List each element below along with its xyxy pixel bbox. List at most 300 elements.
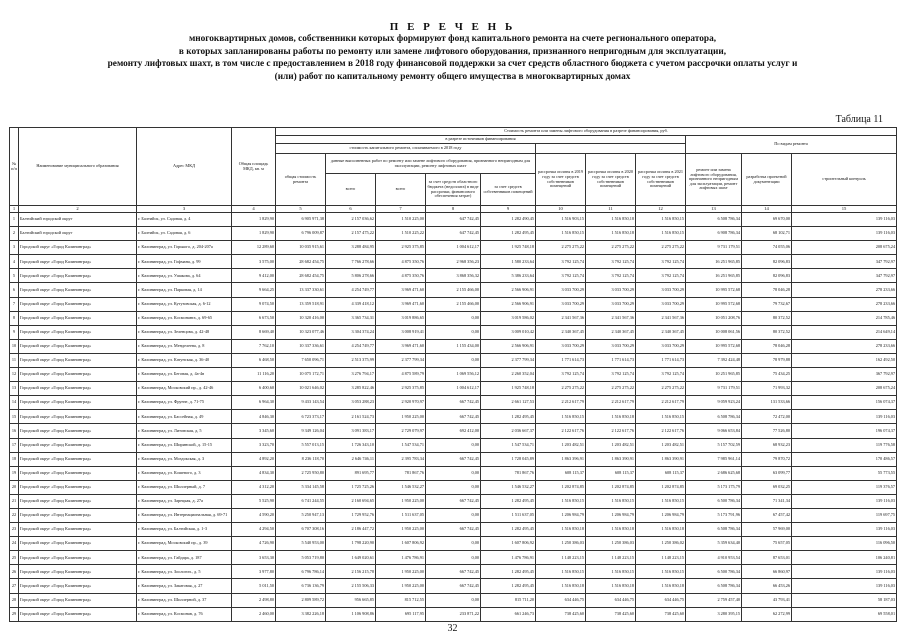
area-cell: 9 664,25 xyxy=(232,283,276,297)
owners-cell: 1 282 495,45 xyxy=(481,410,536,424)
row-number: 10 xyxy=(10,339,19,353)
current-total-cell: 1 547 534,71 xyxy=(376,438,426,452)
owners-cell: 3 009 010,42 xyxy=(481,325,536,339)
design-cell: 78 046,28 xyxy=(742,283,792,297)
header-owners: за счет средств собственников помещений xyxy=(481,174,536,206)
total-2018-cell: 891 695,77 xyxy=(326,466,376,480)
total-2018-cell: 1 725 725,26 xyxy=(326,480,376,494)
header-by-source: в разрезе источников финансирования xyxy=(276,136,686,144)
current-total-cell: 2 377 799,34 xyxy=(376,353,426,367)
regional-cell: 0,00 xyxy=(426,508,481,522)
installment-2020-cell: 3 033 700,29 xyxy=(586,297,636,311)
table-row xyxy=(10,424,897,438)
regional-cell: 692 412,00 xyxy=(426,424,481,438)
total-2018-cell: 4 254 749,77 xyxy=(326,283,376,297)
total-cost-cell: 5 053 719,80 xyxy=(276,551,326,565)
installment-2019-cell: 1 250 386,03 xyxy=(536,537,586,551)
installment-2021-cell: 738 425,60 xyxy=(636,607,686,621)
total-2018-cell: 3 365 734,31 xyxy=(326,311,376,325)
area-cell: 6 400,60 xyxy=(232,382,276,396)
elevator-cell: 6 508 786,34 xyxy=(686,579,742,593)
installment-2019-cell: 1 863 396,91 xyxy=(536,452,586,466)
owners-cell: 1 580 233,64 xyxy=(481,255,536,269)
installment-2019-cell: 1 148 223,15 xyxy=(536,551,586,565)
current-total-cell: 1 950 225,00 xyxy=(376,565,426,579)
design-cell: 80 372,52 xyxy=(742,325,792,339)
table-row xyxy=(10,353,897,367)
row-number: 18 xyxy=(10,452,19,466)
elevator-cell: 5 173 175,79 xyxy=(686,480,742,494)
control-cell: 139 116,03 xyxy=(792,494,897,508)
address-cell: г. Калининград, ул. Ширинской, д. 15-15 xyxy=(137,438,232,452)
regional-cell: 0,00 xyxy=(426,551,481,565)
area-cell: 1 829,90 xyxy=(232,213,276,227)
control-cell: 196 074,37 xyxy=(792,424,897,438)
column-number: 7 xyxy=(376,206,426,213)
design-cell: 74 055,06 xyxy=(742,241,792,255)
installment-2019-cell: 1 202 874,85 xyxy=(536,480,586,494)
design-cell: 43 793,41 xyxy=(742,593,792,607)
row-number: 29 xyxy=(10,607,19,621)
installment-2021-cell: 3 033 700,29 xyxy=(636,283,686,297)
owners-cell: 1 925 748,18 xyxy=(481,241,536,255)
design-cell: 62 272,99 xyxy=(742,607,792,621)
installment-2019-cell: 3 033 700,29 xyxy=(536,339,586,353)
header-elevator: ремонт или замена лифтового оборудования, признанного непригодным для эксплуатации, ремонт лифтовых шахт xyxy=(686,154,742,206)
address-cell: г. Калининград, ул. Бассейная, д. 49 xyxy=(137,410,232,424)
area-cell: 11 116,20 xyxy=(232,368,276,382)
subtitle-line: ремонту лифтовых шахт, в том числе с предоставлением в 2018 году финансовой поддержки за счет средств областного бюджета с учетом рассрочки оплаты услуг и xyxy=(107,59,798,69)
municipality-cell: Балтийский городской округ xyxy=(19,227,137,241)
total-2018-cell: 5 806 278,66 xyxy=(326,269,376,283)
installment-2021-cell: 1 250 386,02 xyxy=(636,537,686,551)
control-cell: 208 675,24 xyxy=(792,241,897,255)
installment-2021-cell: 1 516 850,15 xyxy=(636,213,686,227)
area-cell: 4 312,20 xyxy=(232,480,276,494)
installment-2021-cell: 1 771 614,73 xyxy=(636,353,686,367)
current-total-cell: 4 875 350,76 xyxy=(376,269,426,283)
design-cell: 78 979,88 xyxy=(742,353,792,367)
elevator-cell: 5 157 702,59 xyxy=(686,438,742,452)
owners-cell: 1 282 495,45 xyxy=(481,565,536,579)
total-cost-cell: 6 905 971,38 xyxy=(276,213,326,227)
header-total-2018: стоимость капитального ремонта, оплачиваемого в 2018 году xyxy=(276,144,536,154)
installment-2021-cell: 3 033 700,29 xyxy=(636,297,686,311)
municipality-cell: Городской округ «Город Калининград» xyxy=(19,438,137,452)
area-cell: 3 977,80 xyxy=(232,565,276,579)
design-cell: 68 102,71 xyxy=(742,227,792,241)
table-row xyxy=(10,283,897,297)
control-cell: 278 233,66 xyxy=(792,339,897,353)
installment-2021-cell: 1 202 874,85 xyxy=(636,480,686,494)
design-cell: 66 453,26 xyxy=(742,579,792,593)
table-row xyxy=(10,565,897,579)
address-cell: г. Калининград, ул. Горького, д. 204-207а xyxy=(137,241,232,255)
installment-2019-cell: 3 792 125,74 xyxy=(536,269,586,283)
current-total-cell: 2 920 970,97 xyxy=(376,396,426,410)
address-cell: г. Калининград, ул. Зеленцова, д. 42-48 xyxy=(137,325,232,339)
regional-cell: 2 155 466,00 xyxy=(426,297,481,311)
installment-2020-cell: 1 148 223,15 xyxy=(586,551,636,565)
total-cost-cell: 10 075 172,71 xyxy=(276,368,326,382)
control-cell: 119 697,75 xyxy=(792,508,897,522)
table-row xyxy=(10,607,897,621)
area-cell: 3 323,70 xyxy=(232,438,276,452)
elevator-cell: 3 280 395,15 xyxy=(686,607,742,621)
regional-cell: 1 004 612,17 xyxy=(426,241,481,255)
installment-2019-cell: 2 212 617,79 xyxy=(536,396,586,410)
total-cost-cell: 2 725 950,80 xyxy=(276,466,326,480)
elevator-cell: 9 731 179,51 xyxy=(686,382,742,396)
current-total-cell: 815 712,55 xyxy=(376,593,426,607)
total-2018-cell: 2 186 447,72 xyxy=(326,523,376,537)
control-cell: 116 096,50 xyxy=(792,537,897,551)
area-cell: 1 829,90 xyxy=(232,227,276,241)
total-cost-cell: 28 682 454,75 xyxy=(276,255,326,269)
installment-2021-cell: 1 516 850,18 xyxy=(636,523,686,537)
address-cell: г. Калининград, ул. Зарецкая, д. 27а xyxy=(137,494,232,508)
design-cell: 69 032,25 xyxy=(742,480,792,494)
total-cost-cell: 6 796 786,14 xyxy=(276,565,326,579)
header-municipality: Наименование муниципального образования xyxy=(19,128,137,206)
owners-cell: 2 566 906,91 xyxy=(481,339,536,353)
total-2018-cell: 3 285 822,46 xyxy=(326,382,376,396)
elevator-cell: 5 359 634,40 xyxy=(686,537,742,551)
municipality-cell: Городской округ «Город Калининград» xyxy=(19,424,137,438)
control-cell: 208 675,24 xyxy=(792,382,897,396)
installment-2021-cell: 634 446,75 xyxy=(636,593,686,607)
elevator-cell: 6 508 786,34 xyxy=(686,213,742,227)
control-cell: 278 233,66 xyxy=(792,283,897,297)
municipality-cell: Городской округ «Город Калининград» xyxy=(19,353,137,367)
regional-cell: 0,00 xyxy=(426,438,481,452)
row-number: 24 xyxy=(10,537,19,551)
column-number: 6 xyxy=(326,206,376,213)
elevator-cell: 10 251 965,85 xyxy=(686,368,742,382)
regional-cell: 0,00 xyxy=(426,311,481,325)
current-total-cell: 3 969 471,60 xyxy=(376,283,426,297)
elevator-cell: 10 995 572,68 xyxy=(686,339,742,353)
municipality-cell: Городской округ «Город Калининград» xyxy=(19,593,137,607)
area-cell: 7 762,10 xyxy=(232,339,276,353)
current-total-cell: 4 875 589,79 xyxy=(376,368,426,382)
municipality-cell: Городской округ «Город Калининград» xyxy=(19,311,137,325)
municipality-cell: Городской округ «Город Калининград» xyxy=(19,480,137,494)
total-2018-cell: 3 304 374,24 xyxy=(326,325,376,339)
total-2018-cell: 3 053 288,23 xyxy=(326,396,376,410)
row-number: 7 xyxy=(10,297,19,311)
municipality-cell: Городской округ «Город Калининград» xyxy=(19,551,137,565)
header-no: № п/п xyxy=(10,128,19,206)
address-cell: г. Калининград, ул. Парковая, д. 14 xyxy=(137,283,232,297)
address-cell: г. Калининград, ул. Ушакова, д. 64 xyxy=(137,269,232,283)
current-total-cell: 2 925 375,85 xyxy=(376,241,426,255)
regional-cell: 1 004 612,17 xyxy=(426,382,481,396)
elevator-cell: 16 251 965,85 xyxy=(686,255,742,269)
current-total-cell: 1 510 225,00 xyxy=(376,213,426,227)
regional-cell: 667 742,45 xyxy=(426,565,481,579)
table-row xyxy=(10,593,897,607)
regional-cell: 2 155 466,00 xyxy=(426,283,481,297)
area-cell: 6 964,30 xyxy=(232,396,276,410)
total-cost-cell: 5 557 013,15 xyxy=(276,438,326,452)
design-cell: 79 870,72 xyxy=(742,452,792,466)
owners-cell: 2 661 127,53 xyxy=(481,396,536,410)
row-number: 11 xyxy=(10,353,19,367)
control-cell: 139 116,03 xyxy=(792,410,897,424)
control-cell: 139 116,03 xyxy=(792,565,897,579)
current-total-cell: 2 395 783,34 xyxy=(376,452,426,466)
regional-cell: 667 742,45 xyxy=(426,410,481,424)
design-cell: 71 341,34 xyxy=(742,494,792,508)
column-number: 13 xyxy=(686,206,742,213)
table-row xyxy=(10,480,897,494)
control-cell: 119 376,57 xyxy=(792,480,897,494)
installment-2019-cell: 2 275 275,22 xyxy=(536,382,586,396)
address-cell: г. Калининград, ул. Шиллерный, д. 7 xyxy=(137,480,232,494)
address-cell: г. Калининград, ул. Интернациональная, д. 69-71 xyxy=(137,508,232,522)
municipality-cell: Городской округ «Город Калининград» xyxy=(19,255,137,269)
installment-2019-cell: 1 516 850,18 xyxy=(536,579,586,593)
design-cell: 75 657,05 xyxy=(742,537,792,551)
address-cell: г. Калининград, ул. Космонав, д. 76 xyxy=(137,607,232,621)
column-number-row xyxy=(10,206,897,213)
current-total-cell: 1 511 637,05 xyxy=(376,508,426,522)
column-number: 8 xyxy=(426,206,481,213)
row-number: 27 xyxy=(10,579,19,593)
row-number: 19 xyxy=(10,466,19,480)
control-cell: 347 792,97 xyxy=(792,255,897,269)
owners-cell: 1 925 748,18 xyxy=(481,382,536,396)
installment-2020-cell: 3 033 700,29 xyxy=(586,339,636,353)
current-total-cell: 2 729 079,97 xyxy=(376,424,426,438)
control-cell: 139 116,03 xyxy=(792,523,897,537)
area-cell: 9 074,50 xyxy=(232,297,276,311)
design-cell: 57 969,00 xyxy=(742,523,792,537)
design-cell: 87 653,01 xyxy=(742,551,792,565)
address-cell: г. Балтийск, ул. Садовая, д. 4 xyxy=(137,213,232,227)
area-cell: 6 468,50 xyxy=(232,353,276,367)
installment-2020-cell: 1 516 850,18 xyxy=(586,227,636,241)
total-2018-cell: 2 157 036,62 xyxy=(326,213,376,227)
address-cell: г. Калининград, ул. Закатовая, д. 27 xyxy=(137,579,232,593)
owners-cell: 1 282 490,45 xyxy=(481,213,536,227)
current-total-cell: 1 950 225,00 xyxy=(376,523,426,537)
table-row xyxy=(10,410,897,424)
installment-2020-cell: 1 250 386,03 xyxy=(586,537,636,551)
table-row xyxy=(10,297,897,311)
installment-2020-cell: 2 275 275,22 xyxy=(586,241,636,255)
table-row xyxy=(10,396,897,410)
installment-2021-cell: 1 516 850,18 xyxy=(636,579,686,593)
header-current-year: данные выполненных работ по ремонту или замене лифтового оборудования, признанного непригодным для эксплуатации, ремонту лифтовых шахт xyxy=(326,154,536,174)
owners-cell: 5 386 233,64 xyxy=(481,269,536,283)
design-cell: 66 860,97 xyxy=(742,565,792,579)
installment-2019-cell: 1 516 850,15 xyxy=(536,227,586,241)
regional-cell: 3 868 356,32 xyxy=(426,269,481,283)
installment-2021-cell: 1 203 482,51 xyxy=(636,438,686,452)
municipality-cell: Городской округ «Город Калининград» xyxy=(19,494,137,508)
row-number: 23 xyxy=(10,523,19,537)
municipality-cell: Городской округ «Город Калининград» xyxy=(19,241,137,255)
owners-cell: 1 546 532,27 xyxy=(481,480,536,494)
installment-2021-cell: 608 115,37 xyxy=(636,466,686,480)
column-number: 12 xyxy=(636,206,686,213)
total-2018-cell: 3 091 383,17 xyxy=(326,424,376,438)
owners-cell: 781 867,76 xyxy=(481,466,536,480)
installment-2020-cell: 2 340 367,45 xyxy=(586,325,636,339)
control-cell: 139 116,03 xyxy=(792,227,897,241)
column-number: 1 xyxy=(10,206,19,213)
owners-cell: 3 019 586,02 xyxy=(481,311,536,325)
header-2020: рассрочка оплаты в 2020 году за счет средств собственников помещений xyxy=(586,154,636,206)
installment-2021-cell: 3 792 125,74 xyxy=(636,269,686,283)
address-cell: г. Калининград, ул. Кошевого, д. 3 xyxy=(137,466,232,480)
installment-2020-cell: 2 341 567,36 xyxy=(586,311,636,325)
installment-2020-cell: 3 033 700,29 xyxy=(586,283,636,297)
installment-2019-cell: 634 446,75 xyxy=(536,593,586,607)
table-row xyxy=(10,438,897,452)
area-cell: 8 669,40 xyxy=(232,325,276,339)
row-number: 15 xyxy=(10,410,19,424)
elevator-cell: 6 500 786,34 xyxy=(686,565,742,579)
municipality-cell: Городской округ «Город Калининград» xyxy=(19,396,137,410)
elevator-cell: 9 066 653,84 xyxy=(686,424,742,438)
total-cost-cell: 6 707 308,16 xyxy=(276,523,326,537)
owners-cell: 1 282 495,45 xyxy=(481,579,536,593)
municipality-cell: Городской округ «Город Калининград» xyxy=(19,382,137,396)
table-row xyxy=(10,382,897,396)
owners-cell: 1 607 806,92 xyxy=(481,537,536,551)
municipality-cell: Городской округ «Город Калининград» xyxy=(19,410,137,424)
elevator-cell: 10 995 572,68 xyxy=(686,297,742,311)
total-cost-cell: 9 433 143,54 xyxy=(276,396,326,410)
owners-cell: 1 511 637,05 xyxy=(481,508,536,522)
row-number: 1 xyxy=(10,213,19,227)
table-row xyxy=(10,339,897,353)
control-cell: 55 773,55 xyxy=(792,466,897,480)
current-total-cell: 1 510 225,22 xyxy=(376,227,426,241)
column-number: 3 xyxy=(137,206,232,213)
total-2018-cell: 4 254 749,77 xyxy=(326,339,376,353)
header-vsego: всего xyxy=(376,174,426,206)
total-cost-cell: 6 723 373,17 xyxy=(276,410,326,424)
column-number: 14 xyxy=(742,206,792,213)
owners-cell: 2 566 906,91 xyxy=(481,283,536,297)
table-row xyxy=(10,508,897,522)
row-number: 26 xyxy=(10,565,19,579)
address-cell: г. Калининград, ул. Гофмана, д. 99 xyxy=(137,255,232,269)
total-cost-cell: 6 796 009,87 xyxy=(276,227,326,241)
regional-cell: 667 742,45 xyxy=(426,579,481,593)
header-2019: рассрочка оплаты в 2019 году за счет средств собственников помещений xyxy=(536,154,586,206)
control-cell: 214 649,14 xyxy=(792,325,897,339)
installment-2020-cell: 3 792 125,74 xyxy=(586,269,636,283)
table-row xyxy=(10,523,897,537)
address-cell: г. Калининград, Московский пр., д. 42-46 xyxy=(137,382,232,396)
design-cell: 77 526,80 xyxy=(742,424,792,438)
current-total-cell: 3 019 886,65 xyxy=(376,311,426,325)
installment-2021-cell: 1 516 850,15 xyxy=(636,494,686,508)
installment-2019-cell: 738 425,60 xyxy=(536,607,586,621)
address-cell: г. Калининград, ул. Зоологич., д. 5 xyxy=(137,565,232,579)
elevator-cell: 4 910 953,54 xyxy=(686,551,742,565)
column-number: 11 xyxy=(586,206,636,213)
table-row xyxy=(10,269,897,283)
control-cell: 367 792,97 xyxy=(792,368,897,382)
total-2018-cell: 2 513 375,99 xyxy=(326,353,376,367)
address-cell: г. Калининград, ул. Космонавта, д. 69-65 xyxy=(137,311,232,325)
installment-2019-cell: 1 206 984,79 xyxy=(536,508,586,522)
table-row xyxy=(10,452,897,466)
page-number: 32 xyxy=(447,623,458,634)
installment-2021-cell: 1 516 850,15 xyxy=(636,410,686,424)
current-total-cell: 695 117,95 xyxy=(376,607,426,621)
municipality-cell: Городской округ «Город Калининград» xyxy=(19,297,137,311)
total-cost-cell: 13 337 330,61 xyxy=(276,283,326,297)
installment-2020-cell: 1 863 390,91 xyxy=(586,452,636,466)
regional-cell: 667 742,45 xyxy=(426,396,481,410)
subtitle-line: многоквартирных домов, собственники которых формируют фонд капитального ремонта на счете регионального оператора, xyxy=(188,34,717,44)
elevator-cell: 2 686 625,68 xyxy=(686,466,742,480)
row-number: 12 xyxy=(10,368,19,382)
total-cost-cell: 13 359 518,91 xyxy=(276,297,326,311)
design-cell: 79 732,67 xyxy=(742,297,792,311)
address-cell: г. Балтийск, ул. Садовая, д. 6 xyxy=(137,227,232,241)
elevator-cell: 2 759 457,40 xyxy=(686,593,742,607)
total-2018-cell: 3 288 484,95 xyxy=(326,241,376,255)
design-cell: 68 932,23 xyxy=(742,438,792,452)
installment-2019-cell: 1 516 850,15 xyxy=(536,565,586,579)
current-total-cell: 2 925 375,85 xyxy=(376,382,426,396)
total-2018-cell: 2 157 475,22 xyxy=(326,227,376,241)
installment-2020-cell: 1 516 850,18 xyxy=(586,410,636,424)
total-2018-cell: 2 156 215,78 xyxy=(326,565,376,579)
installment-2019-cell: 3 033 700,29 xyxy=(536,297,586,311)
installment-2020-cell: 1 206 984,79 xyxy=(586,508,636,522)
table-row xyxy=(10,255,897,269)
municipality-cell: Городской округ «Город Калининград» xyxy=(19,508,137,522)
data-table xyxy=(9,127,897,622)
header-address: Адрес МКД xyxy=(137,128,232,206)
total-cost-cell: 5 334 145,58 xyxy=(276,480,326,494)
design-cell: 72 472,00 xyxy=(742,410,792,424)
municipality-cell: Городской округ «Город Калининград» xyxy=(19,339,137,353)
design-cell: 69 670,00 xyxy=(742,213,792,227)
control-cell: 278 233,66 xyxy=(792,297,897,311)
total-cost-cell: 5 540 953,00 xyxy=(276,537,326,551)
column-number: 10 xyxy=(536,206,586,213)
elevator-cell: 6 908 786,34 xyxy=(686,227,742,241)
installment-2021-cell: 3 033 700,29 xyxy=(636,339,686,353)
area-cell: 12 289,60 xyxy=(232,241,276,255)
column-number: 4 xyxy=(232,206,276,213)
row-number: 9 xyxy=(10,325,19,339)
total-2018-cell: 3 276 794,17 xyxy=(326,368,376,382)
area-cell: 3 345,60 xyxy=(232,424,276,438)
installment-2019-cell: 1 516 850,18 xyxy=(536,523,586,537)
installment-2020-cell: 1 516 850,18 xyxy=(586,579,636,593)
table-row xyxy=(10,494,897,508)
design-cell: 80 372,52 xyxy=(742,311,792,325)
row-number: 6 xyxy=(10,283,19,297)
current-total-cell: 1 950 225,00 xyxy=(376,579,426,593)
municipality-cell: Городской округ «Город Калининград» xyxy=(19,466,137,480)
owners-cell: 2 566 906,91 xyxy=(481,297,536,311)
design-cell: 78 046,28 xyxy=(742,339,792,353)
table-row xyxy=(10,227,897,241)
control-cell: 106 240,81 xyxy=(792,551,897,565)
